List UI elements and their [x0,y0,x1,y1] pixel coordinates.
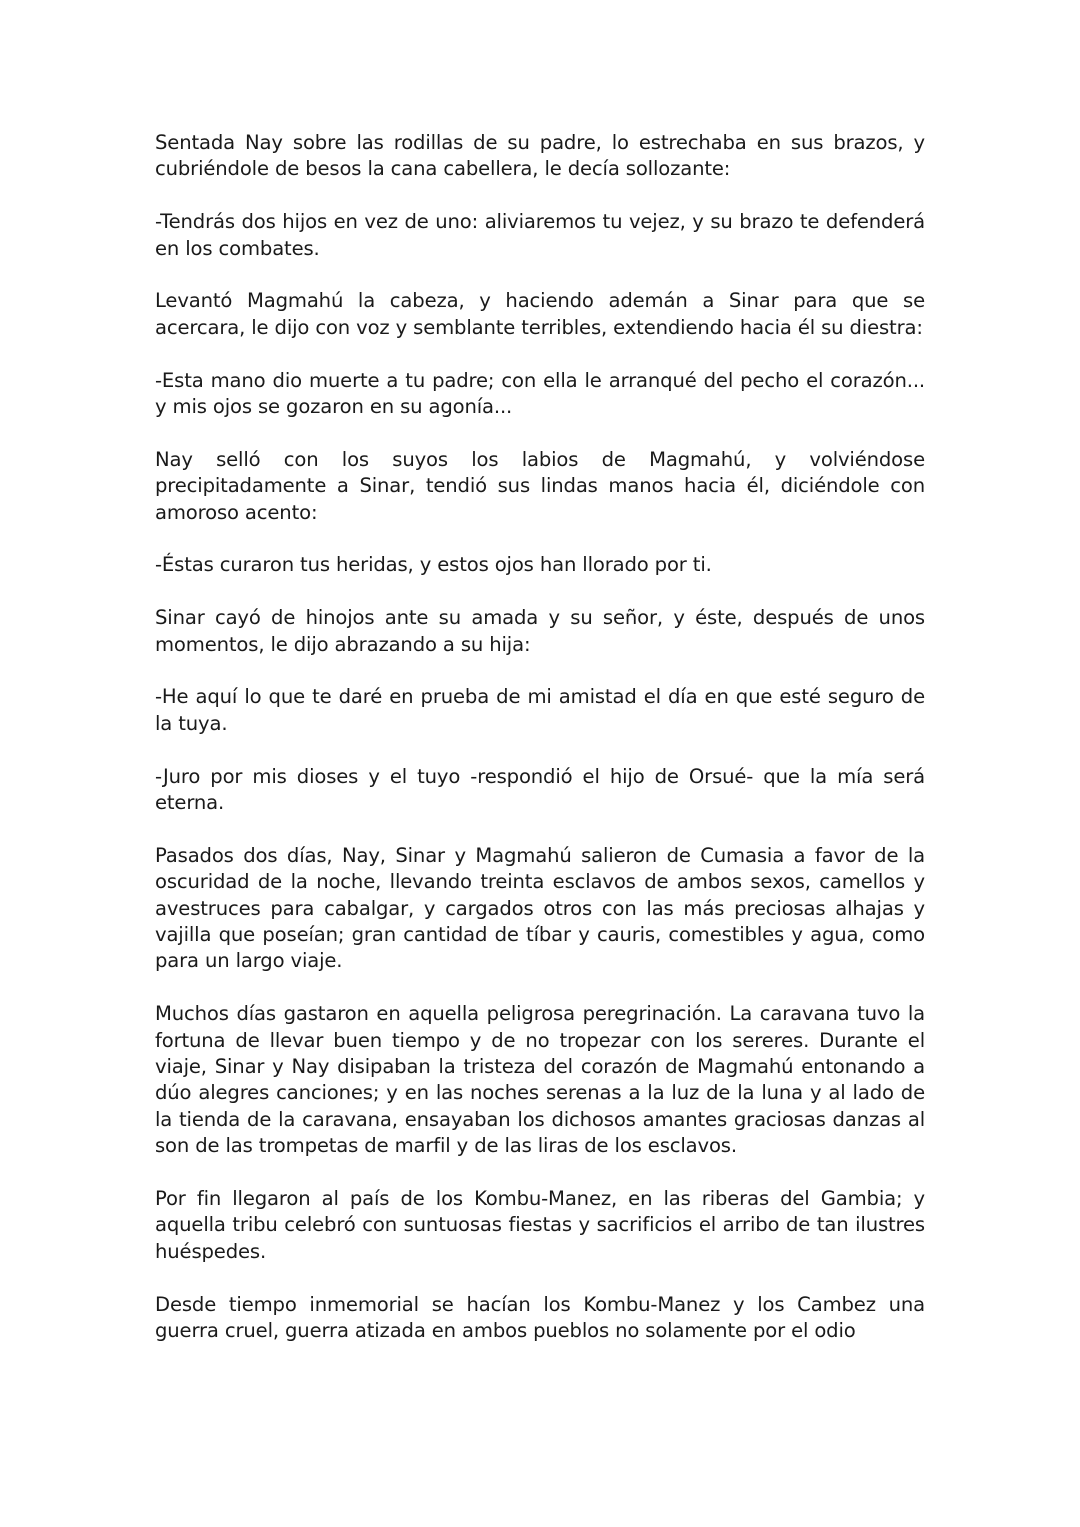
paragraph-8: -He aquí lo que te daré en prueba de mi amistad el día en que esté seguro de la tuya. [155,685,925,735]
paragraph-6: -Éstas curaron tus heridas, y estos ojos han llorado por ti. [155,553,712,577]
paragraph-4: -Esta mano dio muerte a tu padre; con ella le arranqué del pecho el corazón... y mis ojos se gozaron en su agonía... [155,368,925,419]
paragraph-1: Sentada Nay sobre las rodillas de su padre, lo estrechaba en sus brazos, y cubriéndole de besos la cana cabellera, le decía sollozante: [155,131,925,181]
paragraph-11: Muchos días gastaron en aquella peligrosa peregrinación. La caravana tuvo la fortuna de llevar buen tiempo y de no tropezar con los sereres. Durante el viaje, Sinar y Nay disipaban la tristeza del corazón de Magmahú entonando a dúo alegres canciones; y en las noches serenas a la luz de la luna y al lado de la tienda de la caravana, ensayaban los dichosos amantes graciosas danzas al son de las trompetas de marfil y de las liras de los esclavos. [155,1002,925,1158]
paragraph-7: Sinar cayó de hinojos ante su amada y su señor, y éste, después de unos momentos, le dijo abrazando a su hija: [155,606,925,656]
paragraph-12: Por fin llegaron al país de los Kombu-Manez, en las riberas del Gambia; y aquella tribu celebró con suntuosas fiestas y sacrificios el arribo de tan ilustres huéspedes. [155,1187,925,1263]
paragraph-9: -Juro por mis dioses y el tuyo -respondió el hijo de Orsué- que la mía será eterna. [155,764,925,815]
paragraph-5: Nay selló con los suyos los labios de Magmahú, y volviéndose precipitadamente a Sinar, tendió sus lindas manos hacia él, diciéndole con amoroso acento: [155,447,925,524]
document-page [155,130,925,1371]
paragraph-2: -Tendrás dos hijos en vez de uno: aliviaremos tu vejez, y su brazo te defenderá en los combates. [155,210,925,260]
paragraph-3: Levantó Magmahú la cabeza, y haciendo ademán a Sinar para que se acercara, le dijo con voz y semblante terribles, extendiendo hacia él su diestra: [155,289,925,339]
paragraph-10: Pasados dos días, Nay, Sinar y Magmahú salieron de Cumasia a favor de la oscuridad de la noche, llevando treinta esclavos de ambos sexos, camellos y avestruces para cabalgar, y cargados otros con las más preciosas alhajas y vajilla que poseían; gran cantidad de tíbar y cauris, comestibles y agua, como para un largo viaje. [155,843,925,973]
paragraph-13: Desde tiempo inmemorial se hacían los Kombu-Manez y los Cambez una guerra cruel, guerra atizada en ambos pueblos no solamente por el odio [155,1292,925,1343]
